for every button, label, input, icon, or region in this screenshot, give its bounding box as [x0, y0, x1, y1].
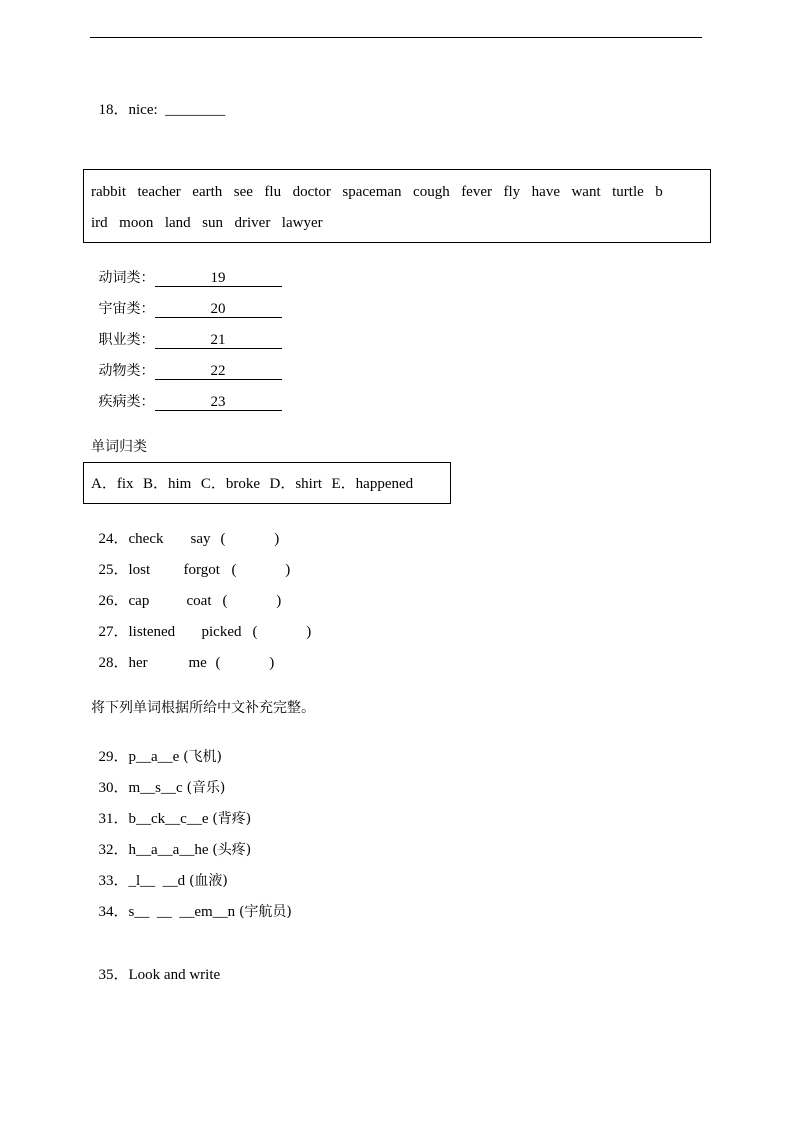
partial-word: m__s__c	[128, 780, 183, 796]
item-number: 28．	[98, 655, 129, 671]
answer-paren: ( )	[220, 531, 280, 547]
word-1: check	[128, 531, 164, 547]
word-1: listened	[128, 624, 176, 640]
category-label: 职业类：	[98, 332, 155, 348]
chinese-hint: (血液)	[188, 873, 228, 889]
item-number: 34．	[98, 904, 129, 920]
fill-item	[91, 885, 292, 921]
item-number: 30．	[98, 780, 129, 796]
item-number: 25．	[98, 562, 129, 578]
category-label: 动词类：	[98, 270, 155, 286]
question-number: 18．	[98, 102, 129, 118]
category-number: 20	[210, 301, 226, 317]
chinese-hint: (头疼)	[212, 842, 252, 858]
question-text: Look and write	[128, 967, 221, 983]
partial-word: s__ __ __em__n	[128, 904, 236, 920]
answer-blank: ________	[165, 102, 226, 118]
word-2: say	[190, 531, 211, 547]
item-number: 24．	[98, 531, 129, 547]
word-bank-line-2: ird moon land sun driver lawyer	[91, 215, 323, 231]
question-18	[91, 83, 225, 119]
category-number: 22	[210, 363, 226, 379]
classify-item	[91, 636, 274, 672]
chinese-hint: (飞机)	[183, 749, 223, 765]
word-2: forgot	[183, 562, 220, 578]
answer-paren: ( )	[231, 562, 291, 578]
question-number: 35．	[98, 967, 129, 983]
answer-paren: ( )	[252, 624, 312, 640]
word-1: her	[128, 655, 148, 671]
word-bank-line-1: rabbit teacher earth see flu doctor spaceman cough fever fly have want turtle b	[91, 184, 663, 200]
partial-word: b__ck__c__e	[128, 811, 209, 827]
header-rule	[90, 37, 702, 38]
chinese-hint: (音乐)	[186, 780, 226, 796]
partial-word: h__a__a__he	[128, 842, 209, 858]
question-word: nice:	[128, 102, 158, 118]
category-label: 宇宙类：	[98, 301, 155, 317]
word-1: cap	[128, 593, 150, 609]
category-number: 23	[210, 394, 226, 410]
word-2: picked	[201, 624, 242, 640]
section-title: 将下列单词根据所给中文补充完整。	[91, 700, 315, 716]
category-number: 21	[210, 332, 226, 348]
category-label: 动物类：	[98, 363, 155, 379]
partial-word: p__a__e	[128, 749, 180, 765]
options-text: A．fix B．him C．broke D．shirt E．happened	[91, 476, 414, 492]
category-number: 19	[210, 270, 226, 286]
question-35	[91, 948, 220, 984]
category-blank	[155, 393, 282, 411]
partial-word: _l__ __d	[128, 873, 186, 889]
item-number: 32．	[98, 842, 129, 858]
item-number: 26．	[98, 593, 129, 609]
category-row	[91, 375, 282, 411]
item-number: 29．	[98, 749, 129, 765]
section-title: 单词归类	[91, 439, 147, 455]
item-number: 31．	[98, 811, 129, 827]
answer-paren: ( )	[215, 655, 275, 671]
item-number: 33．	[98, 873, 129, 889]
word-1: lost	[128, 562, 151, 578]
answer-paren: ( )	[222, 593, 282, 609]
word-2: coat	[186, 593, 212, 609]
chinese-hint: (宇航员)	[238, 904, 292, 920]
chinese-hint: (背疼)	[212, 811, 252, 827]
word-2: me	[188, 655, 207, 671]
item-number: 27．	[98, 624, 129, 640]
category-label: 疾病类：	[98, 394, 155, 410]
